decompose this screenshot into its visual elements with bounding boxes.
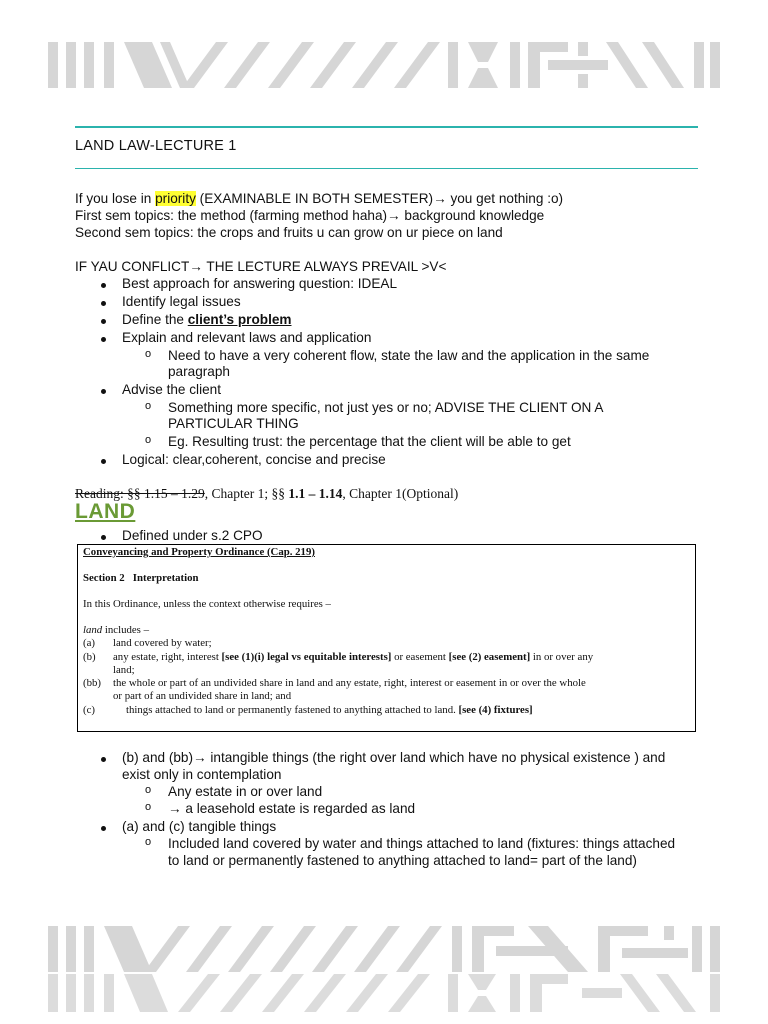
bullet-3 (122, 311, 292, 328)
clause-b-part-2: or easement (391, 651, 449, 663)
bullet-dot (101, 459, 106, 464)
clause-a-label: (a) (83, 637, 95, 649)
reading-bold-range: 1.1 – 1.14 (288, 486, 343, 501)
intro-line-1 (75, 190, 563, 207)
land-includes-line (83, 624, 149, 637)
note-2-sub-1-line-2: to land or permanently fastened to anything attached to land= part of the land) (168, 853, 637, 868)
decorative-footer-band (48, 926, 720, 972)
conflict-heading: IF YAU CONFLICT→ THE LECTURE ALWAYS PREVAIL >V< (75, 259, 447, 274)
land-term: land (83, 624, 103, 636)
bullet-dot (101, 337, 106, 342)
reading-rest-2: , Chapter 1(Optional) (342, 486, 459, 501)
clause-a-text: land covered by water; (113, 637, 212, 649)
bullet-1: Best approach for answering question: IDEAL (122, 276, 398, 291)
interpretation-intro: In this Ordinance, unless the context otherwise requires – (83, 598, 331, 610)
bullet-5-sub-1-line-2: PARTICULAR THING (168, 416, 299, 431)
bullet-5: Advise the client (122, 382, 221, 397)
statute-title: Conveyancing and Property Ordinance (Cap. 219) (83, 546, 315, 558)
clients-problem-emphasis: client’s problem (187, 312, 292, 327)
highlighted-word: priority (155, 191, 196, 206)
land-definition-bullet: Defined under s.2 CPO (122, 528, 263, 543)
bullet-5-sub-1-line-1: Something more specific, not just yes or no; ADVISE THE CLIENT ON A (168, 400, 604, 415)
note-1-line-2: exist only in contemplation (122, 767, 282, 782)
bullet-dot (101, 283, 106, 288)
note-1-line-1: (b) and (bb)→ intangible things (the right over land which have no physical existence ) and (122, 750, 666, 765)
clause-c-label: (c) (83, 704, 95, 716)
decorative-footer-band-lower (48, 974, 720, 1012)
bullet-dot (101, 535, 106, 540)
clause-b-text (113, 651, 593, 664)
clause-c-text (126, 704, 533, 717)
bullet-4-sub-1-line-1: Need to have a very coherent flow, state the law and the application in the same (168, 348, 650, 363)
title-rule-box (75, 126, 698, 169)
clause-b-label: (b) (83, 651, 96, 663)
bullet-dot (101, 389, 106, 394)
bullet-4-sub-1-line-2: paragraph (168, 364, 230, 379)
sub-bullet-marker: o (145, 348, 152, 360)
intro-line-1-suffix: (EXAMINABLE IN BOTH SEMESTER)→ you get nothing :o) (195, 191, 564, 206)
clause-b-part-1: any estate, right, interest (113, 651, 222, 663)
sub-bullet-marker: o (145, 434, 152, 446)
clause-bb-label: (bb) (83, 677, 101, 689)
bullet-dot (101, 757, 106, 762)
bullet-2: Identify legal issues (122, 294, 241, 309)
bullet-4: Explain and relevant laws and application (122, 330, 372, 345)
page-title: LAND LAW-LECTURE 1 (75, 138, 237, 154)
clause-b-part-3: in or over any (530, 651, 594, 663)
bullet-5-sub-2: Eg. Resulting trust: the percentage that the client will be able to get (168, 434, 571, 449)
clause-bb-text-1: the whole or part of an undivided share in land and any estate, right, interest or easement in or over the whole (113, 677, 586, 689)
struck-reading: Reading: §§ 1.15 – 1.29 (75, 486, 205, 501)
sub-bullet-marker: o (145, 801, 152, 813)
clause-c-part-1: things attached to land or permanently fastened to anything attached to land. (126, 704, 459, 716)
note-1-sub-1: Any estate in or over land (168, 784, 323, 799)
clause-b-ref-2: [see (2) easement] (448, 651, 531, 663)
bullet-3-prefix: Define the (122, 312, 188, 327)
clause-bb-text-2: or part of an undivided share in land; and (113, 690, 292, 702)
section-heading: Section 2 Interpretation (83, 572, 199, 584)
statute-extract-box (77, 544, 696, 732)
note-1-sub-2: → a leasehold estate is regarded as land (168, 801, 416, 816)
intro-line-2: First sem topics: the method (farming method haha)→ background knowledge (75, 208, 545, 223)
note-2: (a) and (c) tangible things (122, 819, 277, 834)
bullet-dot (101, 301, 106, 306)
bullet-dot (101, 319, 106, 324)
clause-b-ref-1: [see (1)(i) legal vs equitable interests] (221, 651, 392, 663)
clause-c-ref: [see (4) fixtures] (458, 704, 533, 716)
clause-b-continuation: land; (113, 664, 135, 676)
sub-bullet-marker: o (145, 784, 152, 796)
note-2-sub-1-line-1: Included land covered by water and things attached to land (fixtures: things attached (168, 836, 676, 851)
bullet-6: Logical: clear,coherent, concise and precise (122, 452, 386, 467)
intro-line-3: Second sem topics: the crops and fruits u can grow on ur piece on land (75, 225, 503, 240)
decorative-header-band (48, 42, 720, 88)
bullet-dot (101, 826, 106, 831)
reading-rest-1: , Chapter 1; §§ (204, 486, 289, 501)
intro-line-1-prefix: If you lose in (75, 191, 156, 206)
includes-text: includes – (102, 624, 149, 636)
sub-bullet-marker: o (145, 400, 152, 412)
sub-bullet-marker: o (145, 836, 152, 848)
land-heading: LAND (75, 500, 136, 523)
